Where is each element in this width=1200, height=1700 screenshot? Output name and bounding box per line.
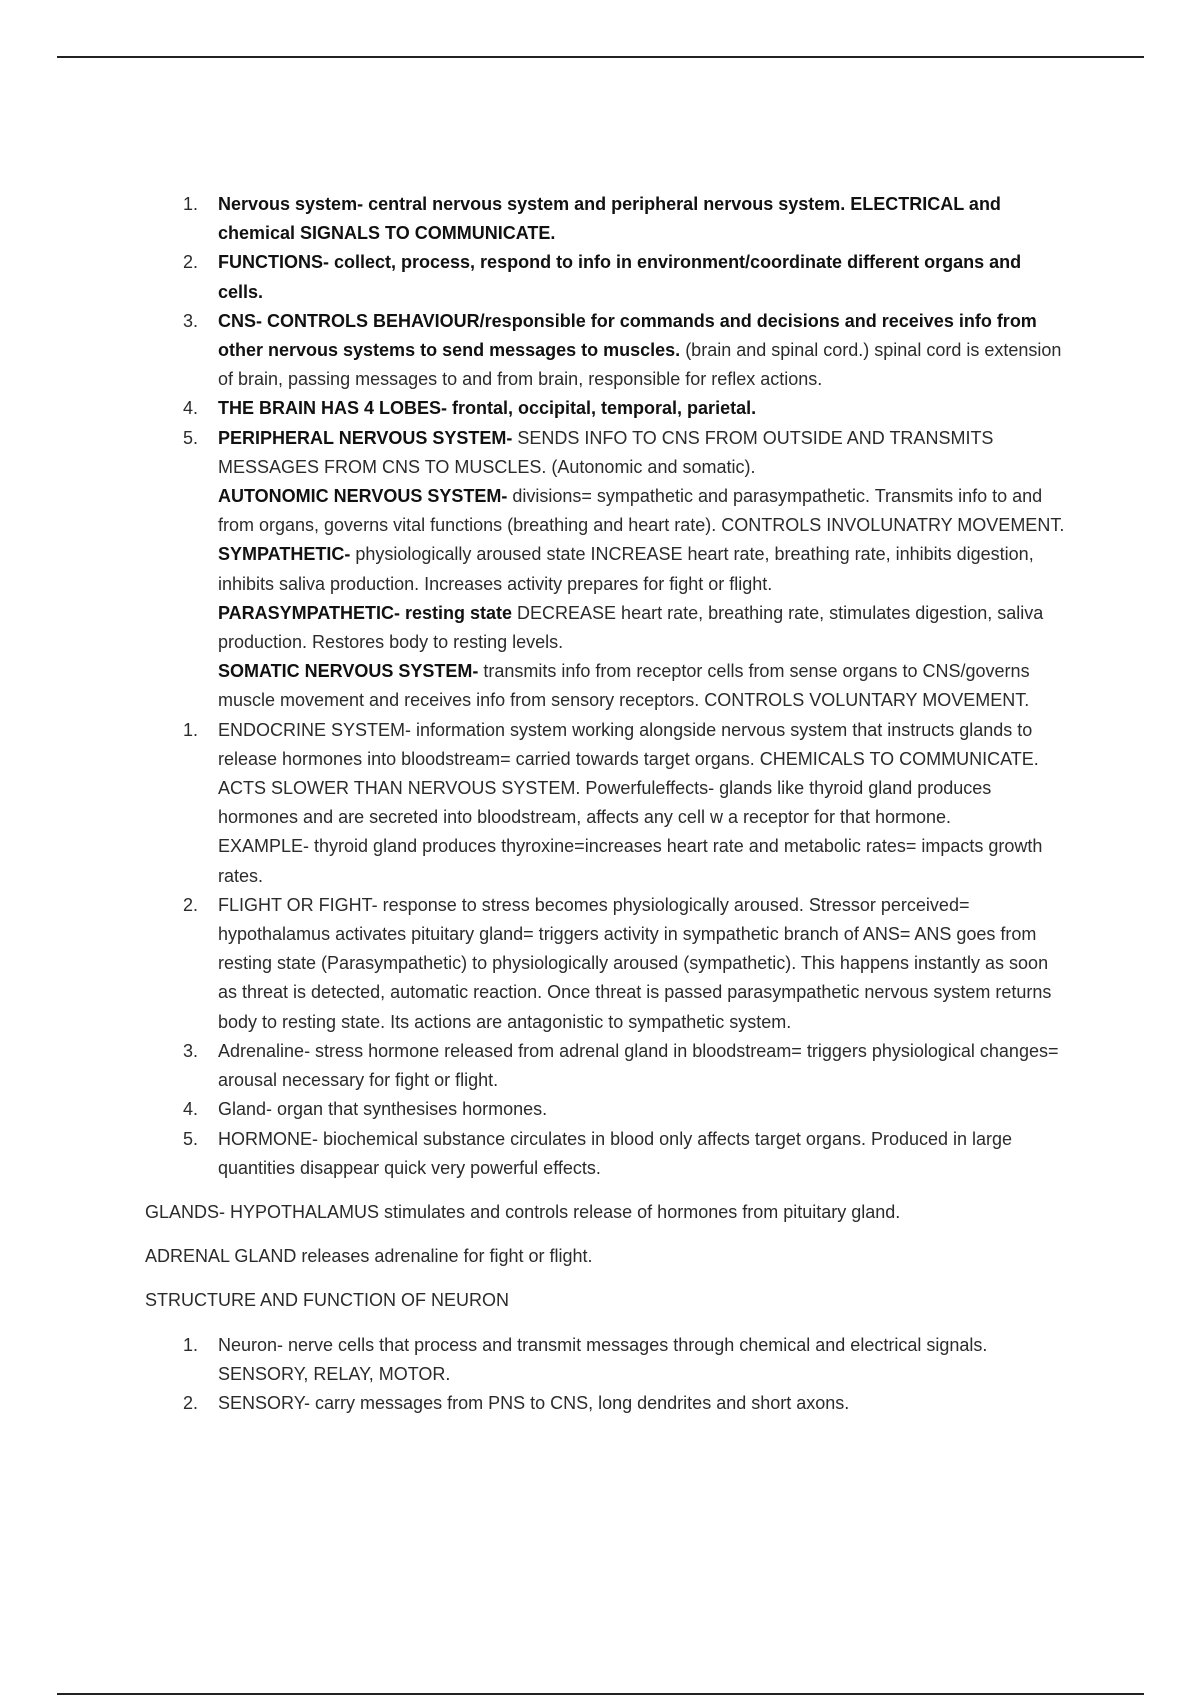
list-item-text: SENSORY- carry messages from PNS to CNS, long dendrites and short axons. — [218, 1392, 850, 1413]
somatic-paragraph — [145, 657, 1065, 715]
list-item — [145, 1037, 1065, 1095]
list-item-bold: Nervous system- central nervous system and peripheral nervous system. ELECTRICAL and chemical SIGNALS TO COMMUNICATE. — [218, 194, 1001, 244]
list-item-bold: CNS- CONTROLS BEHAVIOUR/responsible for commands and decisions and receives info from other nervous systems to send messages to muscles. — [218, 310, 1037, 361]
sympathetic-paragraph — [145, 540, 1065, 598]
list-number: 2. — [183, 252, 199, 273]
list-item-text: (brain and spinal cord.) spinal cord is extension of brain, passing messages to and from brain, responsible for reflex actions. — [218, 340, 1062, 390]
document-body — [145, 190, 1065, 1418]
list-number: 5. — [183, 427, 199, 448]
list-item-text: SENDS INFO TO CNS FROM OUTSIDE AND TRANSMITS MESSAGES FROM CNS TO MUSCLES. (Autonomic and somatic). — [218, 427, 994, 477]
list-number: 1. — [183, 719, 199, 740]
glands-paragraph: GLANDS- HYPOTHALAMUS stimulates and controls release of hormones from pituitary gland. — [145, 1201, 901, 1222]
list-item-text: ENDOCRINE SYSTEM- information system working alongside nervous system that instructs glands to release hormones into bloodstream= carried towards target organs. CHEMICALS TO COMMUNICATE. ACTS SLOWER THAN NERVOUS SYSTEM. Powerfuleffects- glands like thyroid gland produces hormones and are secreted into bloodstream, affects any cell w a receptor for that hormone. — [218, 719, 1039, 828]
list-number: 5. — [183, 1128, 199, 1149]
list-item — [145, 190, 1065, 248]
list-item — [145, 1125, 1065, 1183]
nervous-system-list — [145, 190, 1065, 482]
list-number: 1. — [183, 1334, 199, 1355]
list-item-bold: PERIPHERAL NERVOUS SYSTEM- — [218, 427, 513, 448]
list-number: 3. — [183, 1040, 199, 1061]
list-item — [145, 1389, 1065, 1418]
adrenal-paragraph: ADRENAL GLAND releases adrenaline for fight or flight. — [145, 1246, 593, 1267]
header-rule — [57, 56, 1144, 58]
list-number: 2. — [183, 1392, 199, 1413]
list-item — [145, 716, 1065, 891]
list-number: 4. — [183, 1099, 199, 1120]
list-number: 1. — [183, 194, 199, 214]
list-item — [145, 307, 1065, 395]
list-item — [145, 424, 1065, 482]
list-item-text: FLIGHT OR FIGHT- response to stress becomes physiologically aroused. Stressor perceived= hypothalamus activates pituitary gland= triggers activity in sympathetic branch of ANS= ANS goes from resting state (Parasympathetic) to physiologically aroused (sympathetic). This happens instantly as soon as threat is detected, automatic reaction. Once threat is passed parasympathetic nervous system returns body to resting state. Its actions are antagonistic to sympathetic system. — [218, 894, 1052, 1032]
term-bold: PARASYMPATHETIC- resting state — [218, 602, 513, 623]
term-text: physiologically aroused state INCREASE heart rate, breathing rate, inhibits digestion, inhibits saliva production. Increases activity prepares for fight or flight. — [218, 544, 1034, 594]
list-item — [145, 891, 1065, 1037]
term-bold: AUTONOMIC NERVOUS SYSTEM- — [218, 486, 508, 507]
list-item — [145, 1331, 1065, 1389]
list-item-text: Gland- organ that synthesises hormones. — [218, 1099, 548, 1120]
endocrine-list — [145, 716, 1065, 1183]
list-item-text: HORMONE- biochemical substance circulates in blood only affects target organs. Produced in large quantities disappear quick very powerful effects. — [218, 1128, 1013, 1178]
term-text: transmits info from receptor cells from sense organs to CNS/governs muscle movement and receives info from sensory receptors. CONTROLS VOLUNTARY MOVEMENT. — [218, 661, 1030, 711]
neuron-heading: STRUCTURE AND FUNCTION OF NEURON — [145, 1290, 509, 1311]
example-text: EXAMPLE- thyroid gland produces thyroxine=increases heart rate and metabolic rates= impacts growth rates. — [218, 836, 1043, 886]
list-item — [145, 394, 1065, 423]
list-number: 3. — [183, 310, 199, 331]
list-item-bold: FUNCTIONS- collect, process, respond to info in environment/coordinate different organs and cells. — [218, 252, 1022, 302]
list-item-text: Neuron- nerve cells that process and transmit messages through chemical and electrical signals. SENSORY, RELAY, MOTOR. — [218, 1334, 988, 1384]
list-item-bold: THE BRAIN HAS 4 LOBES- frontal, occipital, temporal, parietal. — [218, 398, 757, 419]
term-text: divisions= sympathetic and parasympathetic. Transmits info to and from organs, governs vital functions (breathing and heart rate). CONTROLS INVOLUNATRY MOVEMENT. — [218, 486, 1065, 536]
term-bold: SYMPATHETIC- — [218, 544, 351, 565]
neuron-list — [145, 1331, 1065, 1419]
list-number: 2. — [183, 894, 199, 915]
list-item — [145, 1095, 1065, 1124]
term-bold: SOMATIC NERVOUS SYSTEM- — [218, 661, 479, 682]
parasympathetic-paragraph — [145, 599, 1065, 657]
list-item — [145, 248, 1065, 306]
autonomic-paragraph — [145, 482, 1065, 540]
list-number: 4. — [183, 398, 199, 419]
footer-rule — [57, 1693, 1144, 1695]
list-item-text: Adrenaline- stress hormone released from adrenal gland in bloodstream= triggers physiological changes= arousal necessary for fight or flight. — [218, 1040, 1059, 1091]
term-text: DECREASE heart rate, breathing rate, stimulates digestion, saliva production. Restores body to resting levels. — [218, 602, 1044, 653]
